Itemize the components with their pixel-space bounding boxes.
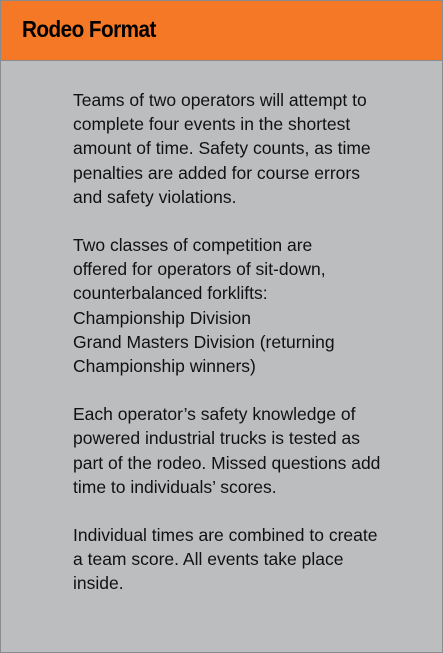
paragraph-safety-knowledge: Each operator’s safety knowledge of powered industrial trucks is tested as part of the rodeo. Missed questions add time to individuals’ scores. (73, 404, 381, 497)
paragraph-team-format: Teams of two operators will attempt to complete four events in the shortest amount of time. Safety counts, as time penalties are added for course errors and safety violations. (73, 90, 371, 207)
paragraph-scoring: Individual times are combined to create a team score. All events take place inside. (73, 525, 378, 594)
panel-header (1, 1, 442, 61)
panel-title: Rodeo Format (22, 16, 156, 42)
panel-body (73, 88, 438, 596)
paragraph-competition-classes: Two classes of competition are offered for operators of sit-down, counterbalanced forklifts: Championship Division Grand Masters Division (returning Championship winners) (73, 235, 335, 377)
